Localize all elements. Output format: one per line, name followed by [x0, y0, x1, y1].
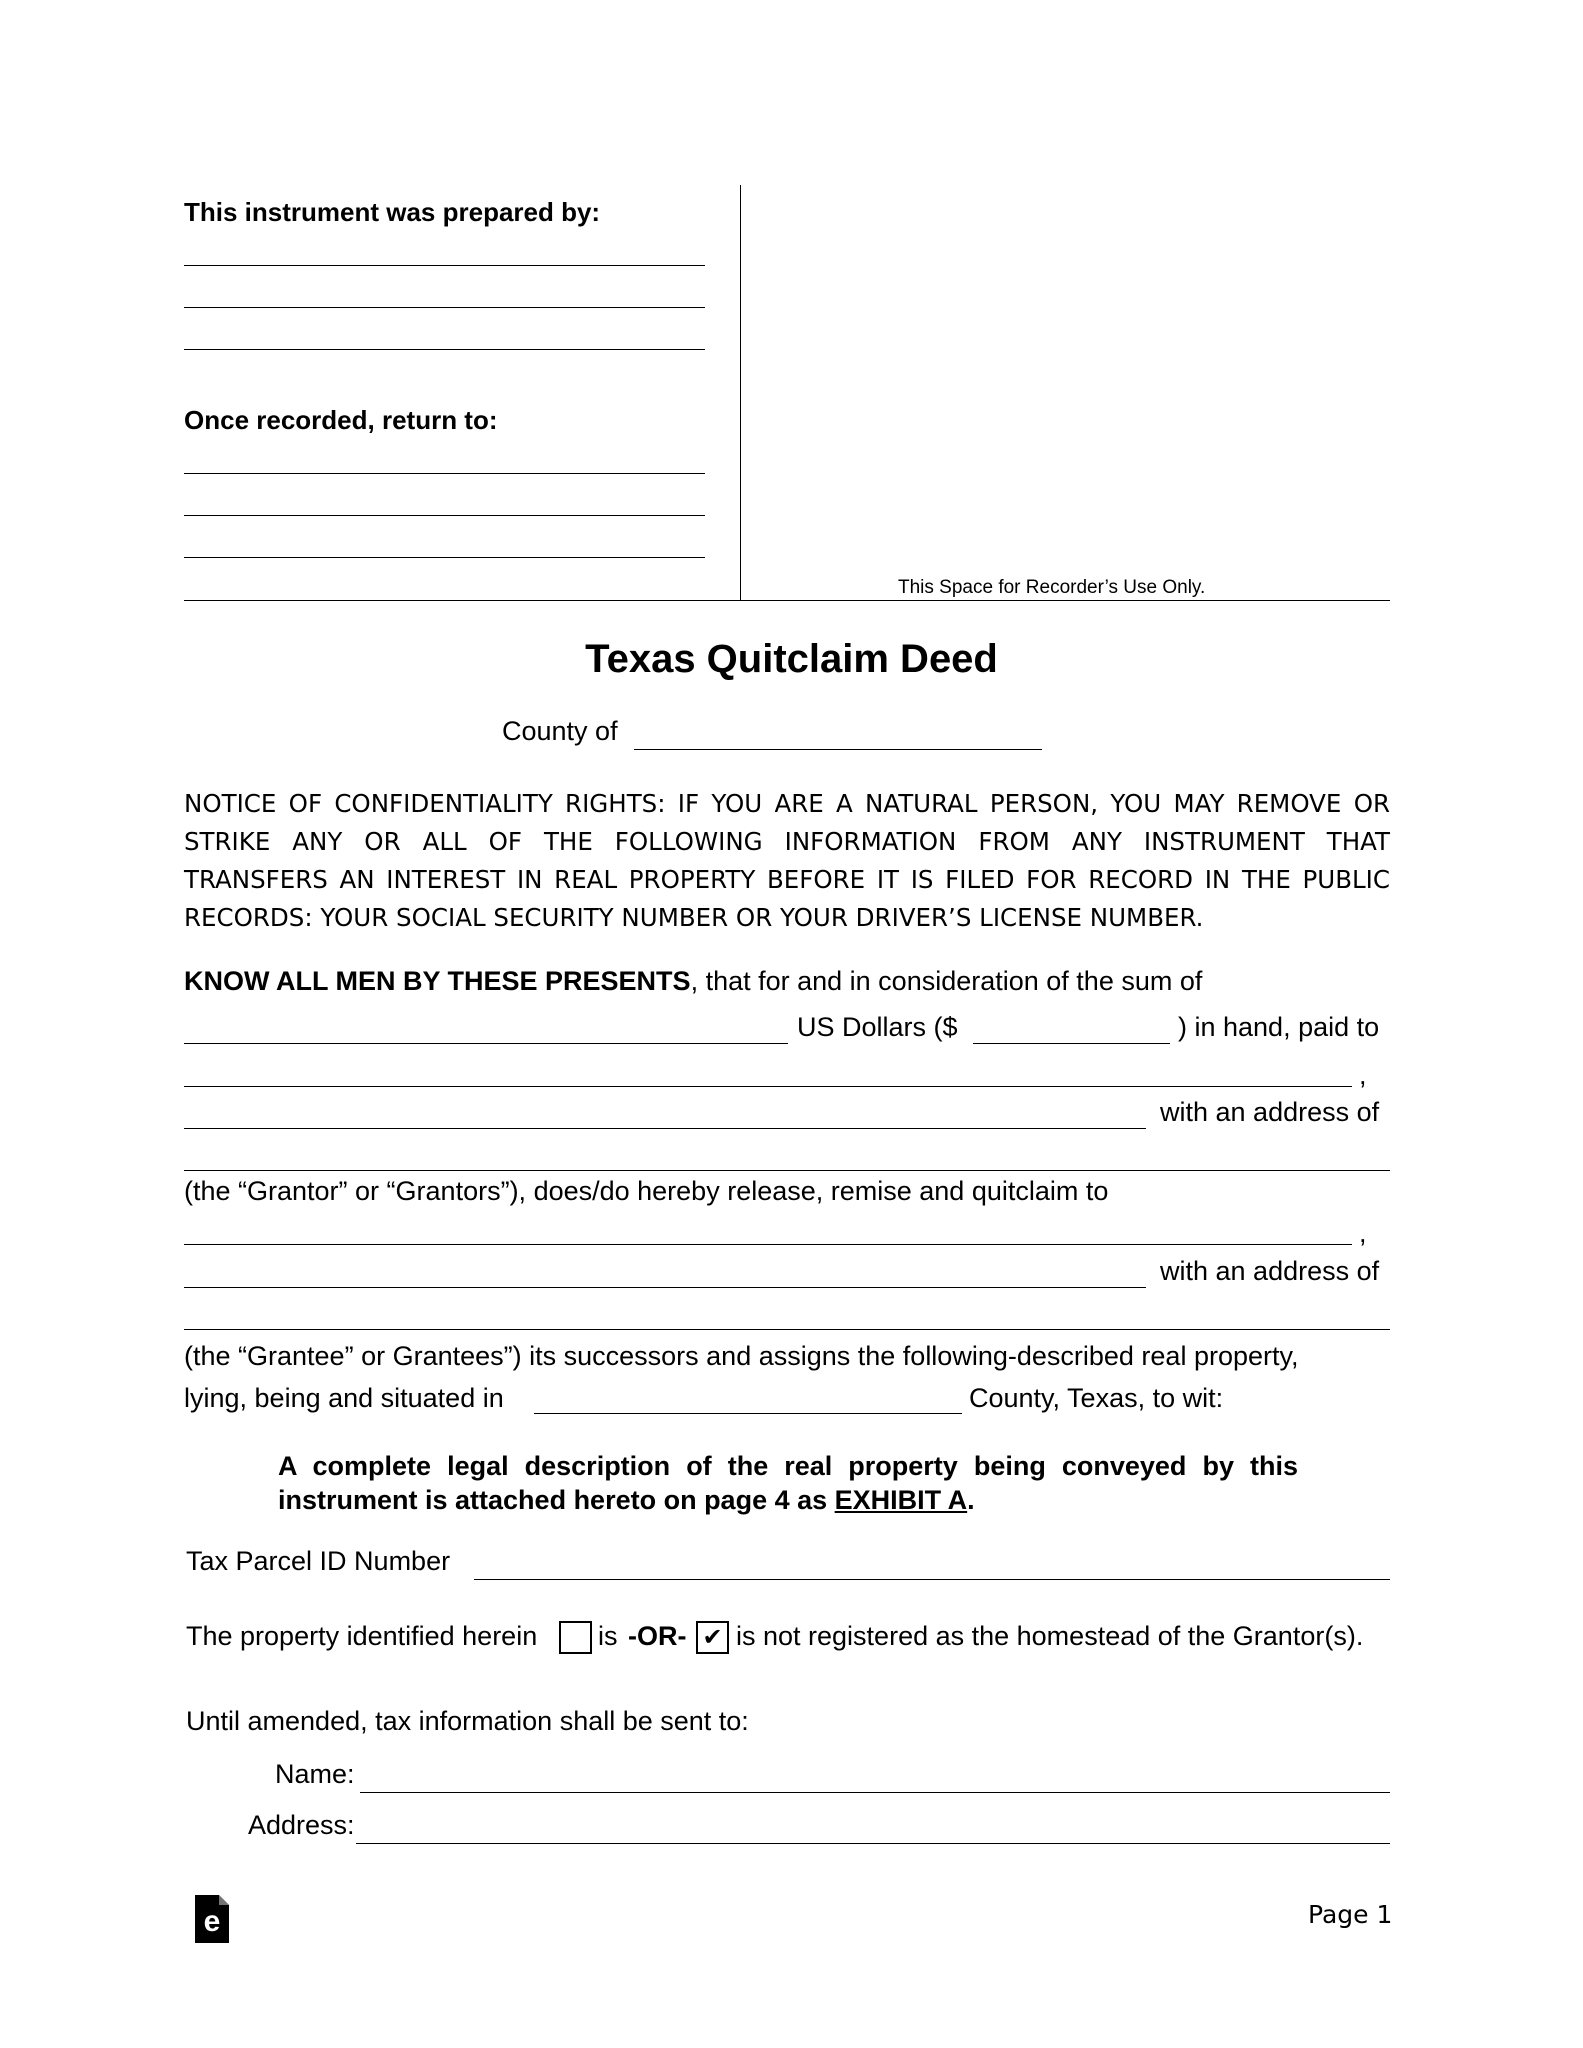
grantor-clause: (the “Grantor” or “Grantors”), does/do hereby release, remise and quitclaim to [184, 1176, 1109, 1206]
page-title: Texas Quitclaim Deed [585, 637, 998, 681]
situated-suffix: County, Texas, to wit: [969, 1383, 1224, 1413]
tax-name-field[interactable] [360, 1792, 1390, 1793]
notice-line-3: TRANSFERS AN INTEREST IN REAL PROPERTY BEFORE IT IS FILED FOR RECORD IN THE PUBLIC [184, 865, 1390, 894]
legal-description-line-2 [278, 1483, 1298, 1517]
confidentiality-notice [184, 785, 1390, 937]
return-to-line-3[interactable] [184, 557, 705, 558]
tax-info-heading: Until amended, tax information shall be sent to: [186, 1706, 749, 1736]
tax-address-field[interactable] [356, 1843, 1390, 1844]
legal-description-prefix: instrument is attached hereto on page 4 as [278, 1485, 835, 1515]
consideration-rest: , that for and in consideration of the sum of [690, 966, 1203, 996]
consideration-intro [184, 966, 1202, 997]
prepared-by-line-3[interactable] [184, 349, 705, 350]
prepared-by-line-2[interactable] [184, 307, 705, 308]
grantee-comma: , [1359, 1218, 1367, 1248]
sum-amount-field[interactable] [973, 1043, 1170, 1044]
homestead-is-checkbox[interactable] [559, 1621, 592, 1654]
sum-words-field[interactable] [184, 1043, 788, 1044]
check-mark-icon: ✔ [702, 1623, 723, 1651]
homestead-prefix: The property identified herein [186, 1621, 538, 1651]
homestead-or-label: -OR- [628, 1621, 687, 1651]
grantee-clause: (the “Grantee” or Grantees”) its successors and assigns the following-described real property, [184, 1341, 1299, 1371]
county-label: County of [502, 716, 618, 746]
us-dollars-label: US Dollars ($ [797, 1012, 958, 1042]
return-to-line-1[interactable] [184, 473, 705, 474]
grantor-comma: , [1359, 1060, 1367, 1090]
grantor-address-field-1[interactable] [184, 1128, 1146, 1129]
consideration-lead: KNOW ALL MEN BY THESE PRESENTS [184, 966, 691, 996]
recorder-note: This Space for Recorder’s Use Only. [898, 577, 1206, 598]
in-hand-label: ) in hand, paid to [1178, 1012, 1380, 1042]
exhibit-a-link[interactable]: EXHIBIT A [834, 1485, 968, 1515]
legal-description-line-1: A complete legal description of the real property being conveyed by this [278, 1451, 1298, 1481]
grantor-address-field-2[interactable] [184, 1170, 1390, 1171]
return-to-line-2[interactable] [184, 515, 705, 516]
property-county-field[interactable] [534, 1413, 962, 1414]
tax-name-label: Name: [275, 1759, 355, 1789]
homestead-is-not-label: is not registered as the homestead of the Grantor(s). [736, 1621, 1364, 1651]
tax-parcel-field[interactable] [474, 1579, 1390, 1580]
county-field[interactable] [634, 749, 1042, 750]
header-bottom-rule [184, 600, 1390, 601]
logo-letter: e [203, 1905, 221, 1938]
grantor-name-field[interactable] [184, 1086, 1352, 1087]
tax-parcel-label: Tax Parcel ID Number [186, 1546, 451, 1576]
prepared-by-line-1[interactable] [184, 265, 705, 266]
grantee-name-field[interactable] [184, 1244, 1352, 1245]
recorder-space-divider [740, 185, 741, 601]
notice-line-4: RECORDS: YOUR SOCIAL SECURITY NUMBER OR YOUR DRIVER’S LICENSE NUMBER. [184, 903, 1204, 932]
homestead-is-not-checkbox[interactable] [696, 1621, 729, 1654]
page-number: Page 1 [1308, 1900, 1393, 1929]
legal-description [278, 1449, 1298, 1517]
grantee-address-field-2[interactable] [184, 1329, 1390, 1330]
grantor-with-address-label: with an address of [1160, 1097, 1380, 1127]
grantee-with-address-label: with an address of [1160, 1256, 1380, 1286]
legal-description-suffix: . [967, 1485, 975, 1515]
return-to-label: Once recorded, return to: [184, 405, 498, 435]
eforms-logo-icon [195, 1895, 229, 1943]
prepared-by-label: This instrument was prepared by: [184, 197, 601, 227]
notice-line-1: NOTICE OF CONFIDENTIALITY RIGHTS: IF YOU ARE A NATURAL PERSON, YOU MAY REMOVE OR [184, 789, 1390, 818]
grantee-address-field-1[interactable] [184, 1287, 1146, 1288]
homestead-is-label: is [598, 1621, 618, 1651]
situated-prefix: lying, being and situated in [184, 1383, 504, 1413]
notice-line-2: STRIKE ANY OR ALL OF THE FOLLOWING INFORMATION FROM ANY INSTRUMENT THAT [184, 827, 1390, 856]
tax-address-label: Address: [248, 1810, 355, 1840]
